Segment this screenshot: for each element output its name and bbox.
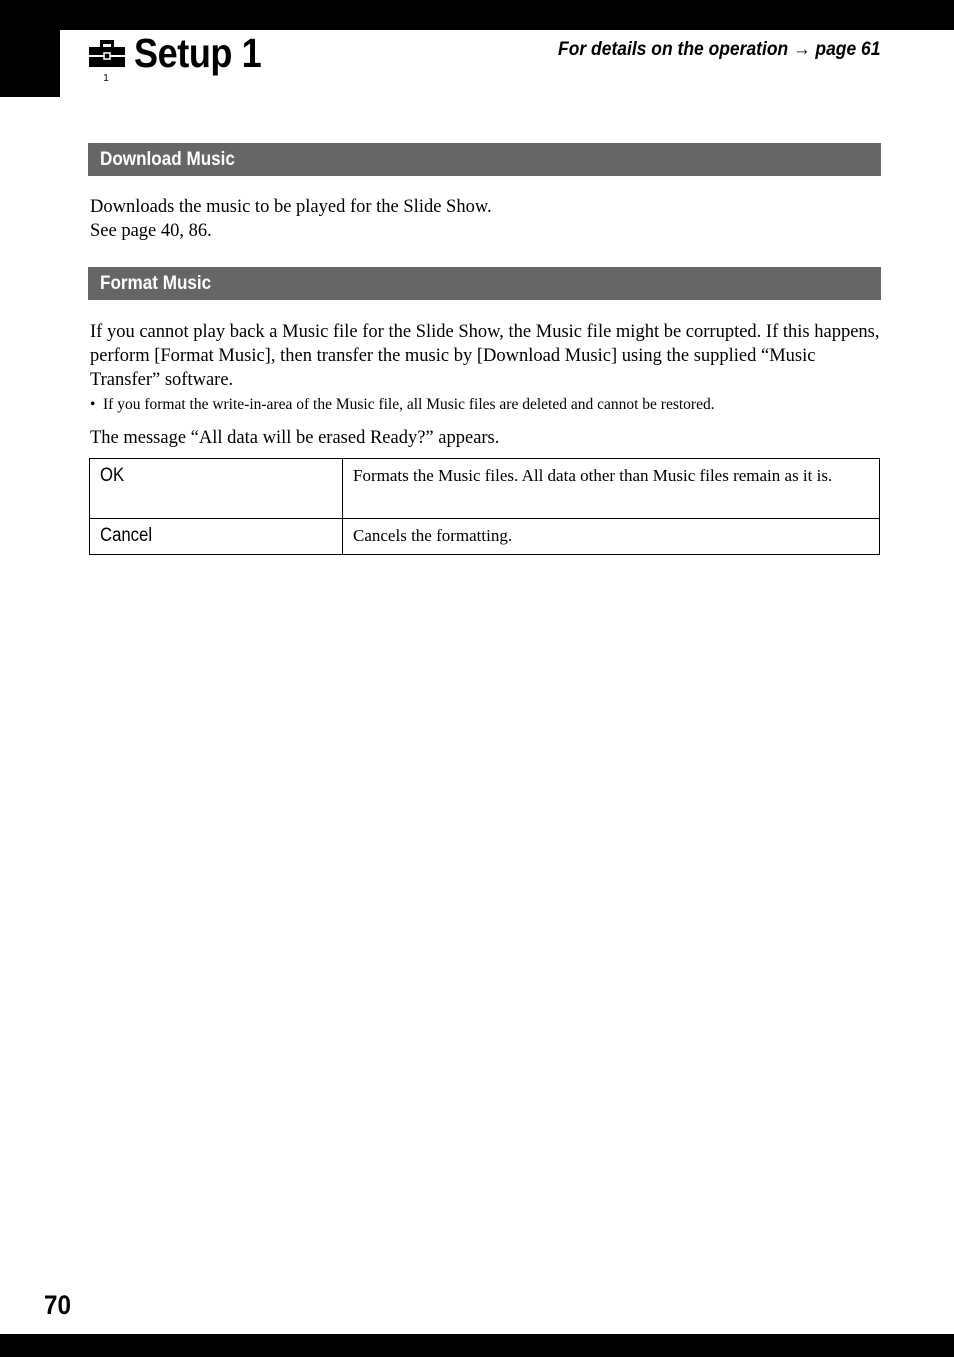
- page-number: 70: [44, 1290, 72, 1320]
- operation-details-reference: For details on the operation → page 61: [557, 39, 880, 60]
- format-music-note: [90, 395, 880, 415]
- section-heading-format-music: Format Music: [88, 267, 881, 300]
- format-music-message: The message “All data will be erased Ready?” appears.: [90, 428, 500, 448]
- table-row: [90, 519, 880, 555]
- option-name-cell: [90, 519, 343, 555]
- download-music-page-ref: See page 40, 86.: [90, 221, 212, 241]
- format-music-note-text: If you format the write-in-area of the Music file, all Music files are deleted and cannot be restored.: [103, 396, 715, 413]
- format-music-options-table: [89, 458, 880, 555]
- page-title: Setup 1: [134, 30, 262, 76]
- top-black-bar: [0, 0, 954, 30]
- option-name-ok: OK: [100, 465, 125, 486]
- toolbox-icon: [89, 38, 125, 82]
- chapter-side-tab: [0, 0, 60, 97]
- option-name-cell: [90, 459, 343, 519]
- download-music-description: Downloads the music to be played for the Slide Show.: [90, 197, 492, 217]
- section-heading-download-music: Download Music: [88, 143, 881, 176]
- option-description-cancel: Cancels the formatting.: [343, 519, 880, 555]
- format-music-description: If you cannot play back a Music file for the Slide Show, the Music file might be corrupted. If this happens, perform [Format Music], then transfer the music by [Download Music] using the supplied “Music Transfer” software.: [90, 322, 880, 390]
- option-name-cancel: Cancel: [100, 525, 153, 546]
- table-row: [90, 459, 880, 519]
- bullet-mark: •: [90, 396, 96, 413]
- option-description-ok: Formats the Music files. All data other than Music files remain as it is.: [343, 459, 880, 519]
- toolbox-icon-subscript: 1: [103, 73, 109, 82]
- bottom-black-bar: [0, 1334, 954, 1357]
